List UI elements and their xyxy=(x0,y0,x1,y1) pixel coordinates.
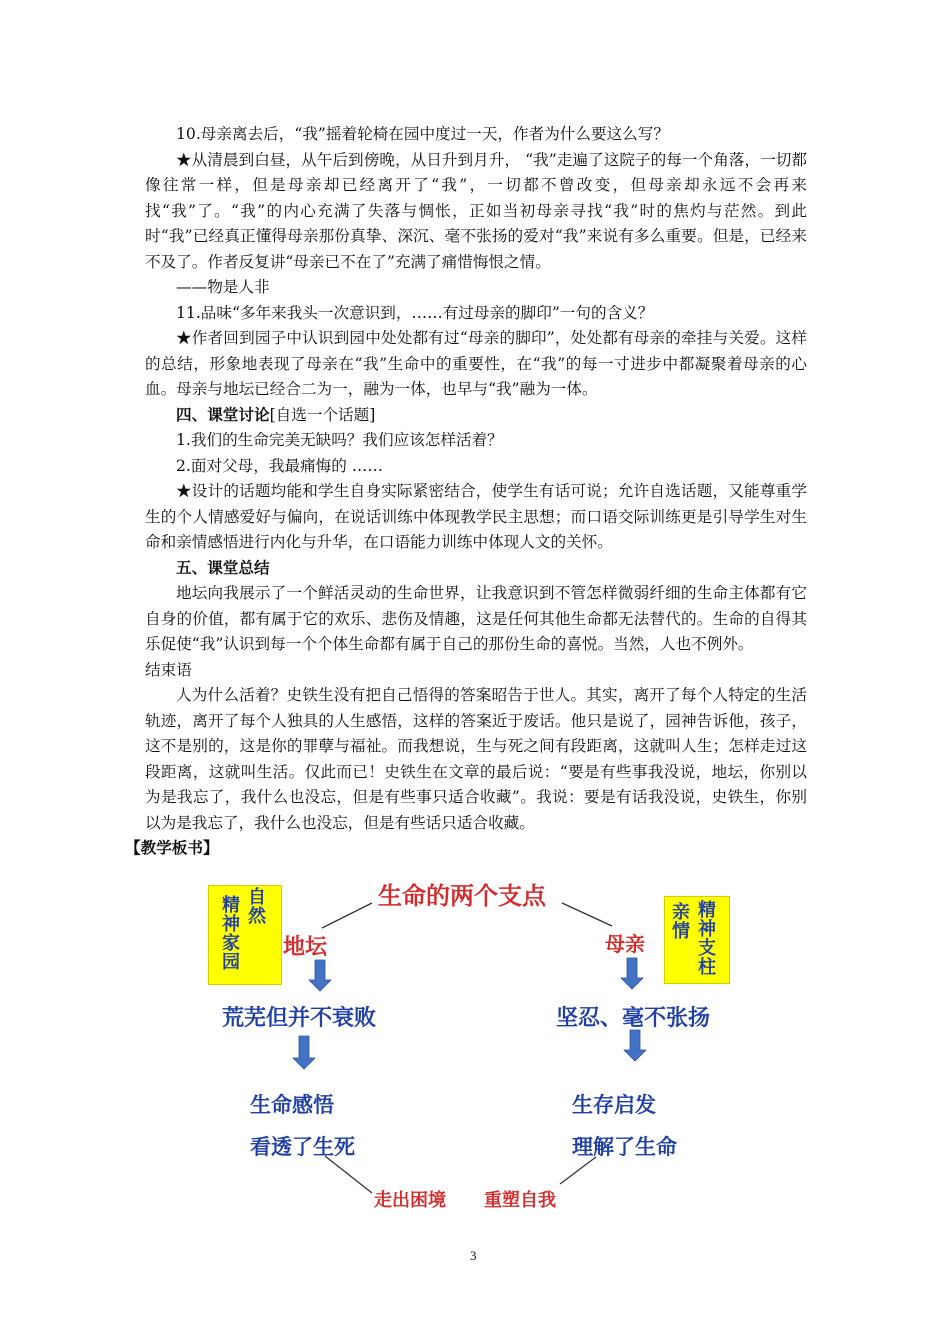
connector-title-right xyxy=(562,903,612,926)
left-step-1: 荒芜但并不衰败 xyxy=(222,1006,377,1031)
diagram-title: 生命的两个支点 xyxy=(378,882,546,910)
topic-2: 2.面对父母，我最痛悔的 …… xyxy=(176,456,383,475)
section-5-heading: 五、课堂总结 xyxy=(176,558,270,577)
left-node: 地坛 xyxy=(283,935,328,960)
connector-bottom-right xyxy=(560,1157,596,1184)
left-theme-box xyxy=(208,885,282,985)
question-10: 10.母亲离去后，“我”摇着轮椅在园中度过一天，作者为什么要这么写？ xyxy=(176,125,669,143)
left-step-2a: 生命感悟 xyxy=(250,1093,334,1117)
bottom-right-phrase: 重塑自我 xyxy=(484,1190,556,1211)
answer-10: ★从清晨到白昼，从午后到傍晚，从日升到月升， “我”走遍了这院子的每一个角落，一切都像往常一样，但是母亲却已经离开了“我”，一切都不曾改变，但母亲却永远不会再来找“我”了。“我”的内心充满了失落与惆怅，正如当初母亲寻找“我”时的焦灼与茫然。到此时“我”已经真正懂得母亲那份真挚、深沉、毫不张扬的爱对“我”来说有多么重要。但是，已经来不及了。作者反复讲“母亲已不在了”充满了痛惜悔恨之情。 xyxy=(145,150,807,271)
right-node: 母亲 xyxy=(605,932,645,956)
right-box-col-1: 亲情 xyxy=(672,902,690,942)
answer-10-tag: ——物是人非 xyxy=(176,278,270,296)
section-4-title: 四、课堂讨论 xyxy=(176,405,270,424)
left-box-col-2: 自然 xyxy=(248,887,266,927)
right-step-1: 坚忍、毫不张扬 xyxy=(556,1006,711,1031)
right-step-2a: 生存启发 xyxy=(572,1093,656,1117)
closing-paragraph: 人为什么活着？史铁生没有把自己悟得的答案昭告于世人。其实，离开了每个人特定的生活轨迹，离开了每个人独具的人生感悟，这样的答案近于废话。他只是说了，园神告诉他，孩子，这不是别的，这是你的罪孽与福祉。而我想说，生与死之间有段距离，这就叫人生；怎样走过这段距离，这就叫生活。仅此而已！史铁生在文章的最后说：“要是有些事我没说，地坛，你别以为是我忘了，我什么也没忘，但是有些事只适合收藏”。我说：要是有话我没说，史铁生，你别以为是我忘了，我什么也没忘，但是有些话只适合收藏。 xyxy=(145,686,807,832)
arrow-down-icon xyxy=(624,1030,646,1061)
discussion-note: ★设计的话题均能和学生自身实际紧密结合，使学生有话可说；允许自选话题，又能尊重学生的个人情感爱好与偏向，在说话训练中体现教学民主思想；而口语交际训练更是引导学生对生命和亲情感悟进行内化与升华，在口语能力训练中体现人文的关怀。 xyxy=(145,482,807,551)
summary-paragraph: 地坛向我展示了一个鲜活灵动的生命世界，让我意识到不管怎样微弱纤细的生命主体都有它自身的价值，都有属于它的欢乐、悲伤及情趣，这是任何其他生命都无法替代的。生命的自得其乐促使“我”认识到每一个个体生命都有属于自己的那份生命的喜悦。当然，人也不例外。 xyxy=(145,584,807,653)
left-step-2b: 看透了生死 xyxy=(250,1135,355,1159)
right-theme-box xyxy=(664,896,730,984)
board-label: 【教学板书】 xyxy=(125,839,219,857)
bottom-left-phrase: 走出困境 xyxy=(374,1190,446,1211)
arrow-down-icon xyxy=(621,958,643,989)
topic-1: 1.我们的生命完美无缺吗？我们应该怎样活着？ xyxy=(176,431,503,449)
answer-11: ★作者回到园子中认识到园中处处都有过“母亲的脚印”，处处都有母亲的牵挂与关爱。这样的总结，形象地表现了母亲在“我”生命中的重要性，在“我”的每一寸进步中都凝聚着母亲的心血。母亲与地坛已经合二为一，融为一体，也早与“我”融为一体。 xyxy=(145,329,807,398)
left-box-col-1: 精神家园 xyxy=(222,895,240,973)
page-number: 3 xyxy=(470,1248,477,1263)
connector-title-left xyxy=(322,903,372,928)
right-step-2b: 理解了生命 xyxy=(572,1135,677,1159)
right-box-col-2: 精神支柱 xyxy=(698,900,716,978)
arrow-down-icon xyxy=(309,960,331,991)
closing-label: 结束语 xyxy=(145,660,192,679)
question-11: 11.品味“多年来我头一次意识到，……有过母亲的脚印”一句的含义？ xyxy=(176,303,654,322)
arrow-down-icon xyxy=(293,1036,315,1069)
section-4-note: [自选一个话题] xyxy=(269,405,376,424)
connector-bottom-left xyxy=(325,1156,372,1193)
